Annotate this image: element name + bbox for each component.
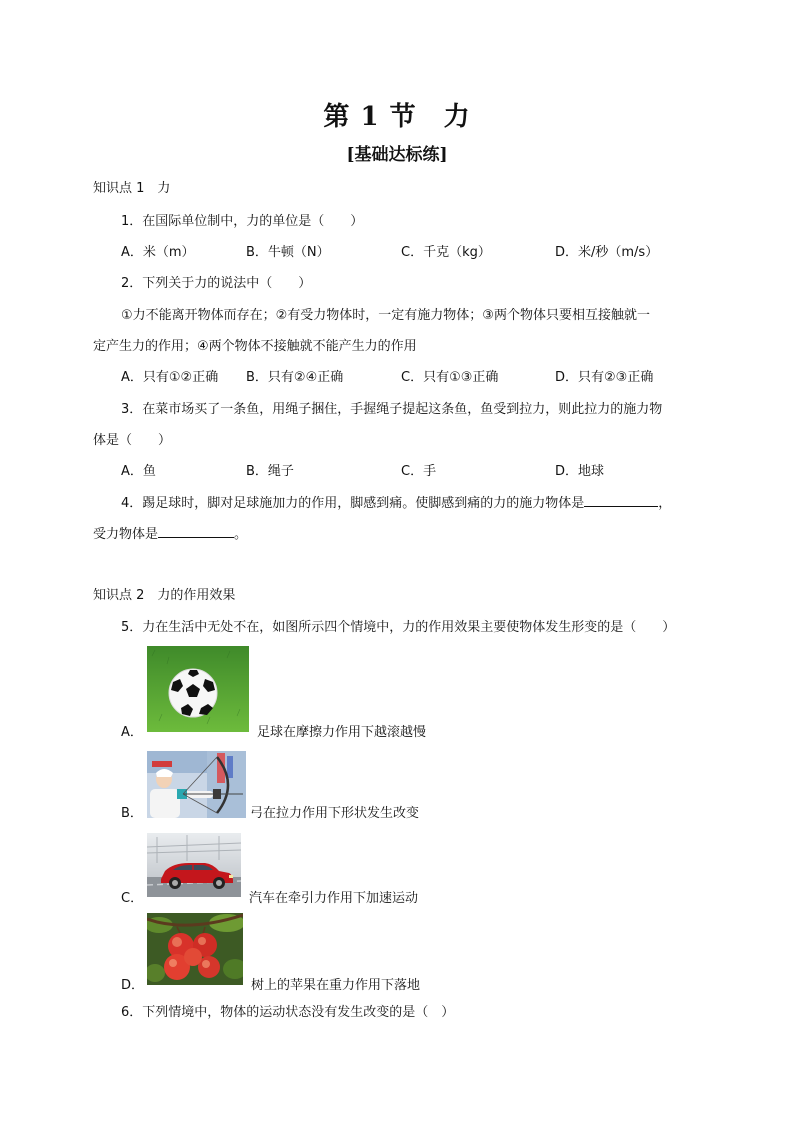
- question-5-option-c-text: 汽车在牵引力作用下加速运动: [249, 891, 419, 906]
- question-2-statement-line-1: ①力不能离开物体而存在；②有受力物体时，一定有施力物体；③两个物体只要相互接触就一: [121, 308, 650, 323]
- question-5-stem: 5．力在生活中无处不在，如图所示四个情境中，力的作用效果主要使物体发生形变的是（ ）: [121, 620, 676, 635]
- question-1-stem: 1．在国际单位制中，力的单位是（ ）: [121, 214, 364, 229]
- knowledge-point-1: 知识点 1 力: [93, 181, 171, 196]
- question-5-option-b-text: 弓在拉力作用下形状发生改变: [250, 806, 420, 821]
- question-2-statement-line-2: 定产生力的作用；④两个物体不接触就不能产生力的作用: [93, 339, 417, 354]
- red-car-image: [147, 833, 241, 897]
- question-3-option-c: C．手: [401, 464, 437, 479]
- question-4-line-2-end: 。: [234, 527, 248, 542]
- apples-image: [147, 913, 243, 985]
- question-2-option-c: C．只有①③正确: [401, 370, 499, 385]
- question-3-option-d: D．地球: [555, 464, 605, 479]
- question-3-option-a: A．鱼: [121, 464, 156, 479]
- question-5-option-c-label: C．: [121, 891, 144, 906]
- question-2-option-d: D．只有②③正确: [555, 370, 654, 385]
- question-4-line-1-text: 4．踢足球时，脚对足球施加力的作用，脚感到痛。使脚感到痛的力的施力物体是: [121, 496, 585, 511]
- knowledge-point-2: 知识点 2 力的作用效果: [93, 588, 236, 603]
- question-1-option-c: C．千克（kg）: [401, 245, 491, 260]
- soccer-ball-image: [147, 646, 249, 732]
- answer-blank-2[interactable]: [158, 525, 234, 538]
- question-3-line-2: 体是（ ）: [93, 433, 172, 448]
- question-3-line-1: 3．在菜市场买了一条鱼，用绳子捆住，手握绳子提起这条鱼，鱼受到拉力，则此拉力的施力物: [121, 402, 663, 417]
- question-4-line-2: [93, 523, 247, 542]
- page-subtitle: [基础达标练]: [346, 145, 448, 165]
- question-1-option-b: B．牛顿（N）: [246, 245, 330, 260]
- question-1-option-d: D．米/秒（m/s）: [555, 245, 659, 260]
- question-2-stem: 2．下列关于力的说法中（ ）: [121, 276, 312, 291]
- answer-blank-1[interactable]: [584, 494, 658, 507]
- question-3-option-b: B．绳子: [246, 464, 294, 479]
- question-2-option-b: B．只有②④正确: [246, 370, 344, 385]
- page-title: 第 1 节 力: [323, 102, 471, 132]
- question-5-option-d-label: D．: [121, 978, 145, 993]
- question-2-option-a: A．只有①②正确: [121, 370, 219, 385]
- question-5-option-b-label: B．: [121, 806, 143, 821]
- question-4-line-1: [121, 492, 671, 511]
- question-4-line-2-text: 受力物体是: [93, 527, 159, 542]
- question-4-line-1-end: ，: [658, 496, 672, 511]
- question-5-option-a-label: A．: [121, 725, 143, 740]
- question-5-option-a-text: 足球在摩擦力作用下越滚越慢: [257, 725, 427, 740]
- question-6-stem: 6．下列情境中，物体的运动状态没有发生改变的是（ ）: [121, 1005, 455, 1020]
- question-5-option-d-text: 树上的苹果在重力作用下落地: [251, 978, 421, 993]
- archer-image: [147, 751, 246, 818]
- question-1-option-a: A．米（m）: [121, 245, 195, 260]
